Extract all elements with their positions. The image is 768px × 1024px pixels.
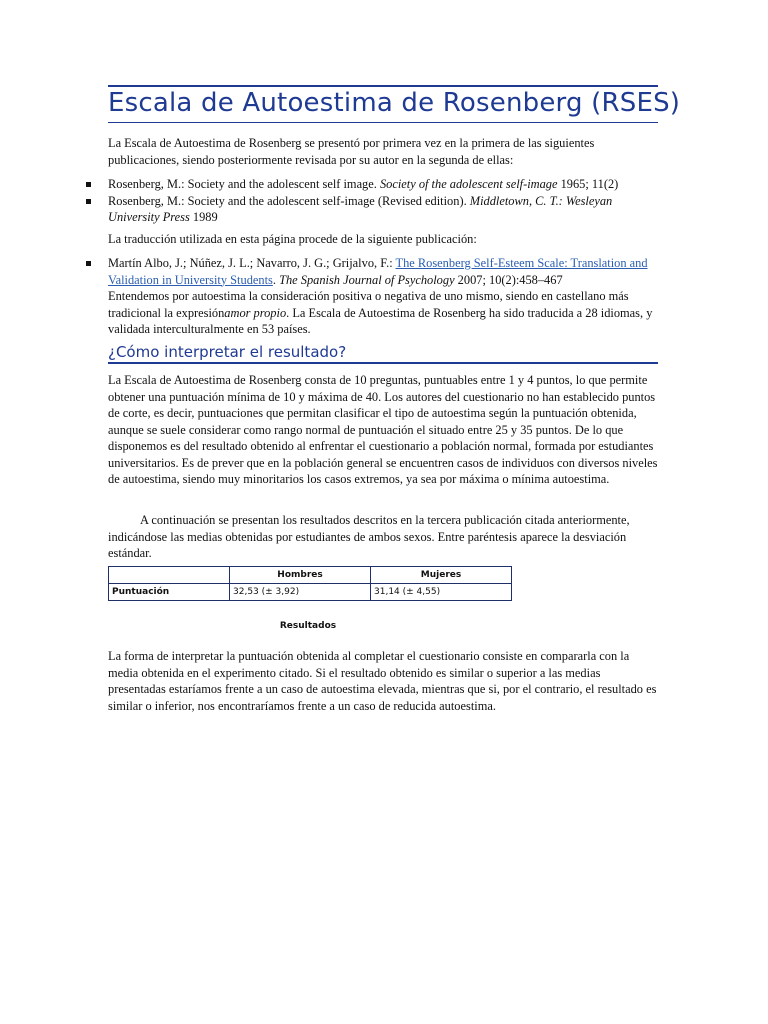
bullet-icon: [86, 199, 91, 204]
table-header-hombres: Hombres: [230, 567, 371, 584]
table-header-empty: [109, 567, 230, 584]
intro-paragraph: La Escala de Autoestima de Rosenberg se presentó por primera vez en la primera de las siguientes publicaciones, siendo posteriormente revisada por su autor en la segunda de ellas:: [108, 136, 595, 167]
list-item: [108, 193, 658, 226]
conclusion-paragraph: La forma de interpretar la puntuación obtenida al completar el cuestionario consiste en compararla con la media obtenida en el experimento citado. Si el resultado obtenido es similar o superior a las medias presentadas estaríamos frente a un caso de autoestima elevada, mientras que si, por el contrario, el resultado es similar o inferior, nos encontraríamos frente a un caso de reducida autoestima.: [108, 649, 657, 713]
results-table: [108, 566, 512, 601]
autoestima-definition: Entendemos por autoestima la consideración positiva o negativa de uno mismo, siendo en castellano más tradicional la expresión: [108, 289, 629, 320]
list-item: [108, 176, 658, 193]
table-cell-mujeres: 31,14 (± 4,55): [371, 584, 512, 601]
ref-plain: Rosenberg, M.: Society and the adolescent self-image (Revised edition).: [108, 193, 470, 208]
ref-authors: Martín Albo, J.; Núñez, J. L.; Navarro, J. G.; Grijalvo, F.:: [108, 256, 396, 270]
article-link[interactable]: The Rosenberg Self-Esteem Scale: Translation and Validation in University Students: [108, 256, 648, 287]
translation-intro: La traducción utilizada en esta página procede de la siguiente publicación:: [108, 232, 477, 246]
ref-tail: 1989: [189, 210, 218, 224]
bullet-icon: [86, 261, 91, 266]
table-header-row: [109, 567, 512, 584]
autoestima-definition-tail: . La Escala de Autoestima de Rosenberg ha sido traducida a 28 idiomas, y validada interculturalmente en 53 países.: [108, 305, 653, 336]
ref-tail: 1965; 11(2): [557, 177, 619, 191]
table-header-mujeres: Mujeres: [371, 567, 512, 584]
interpretation-paragraph: La Escala de Autoestima de Rosenberg consta de 10 preguntas, puntuables entre 1 y 4 puntos, lo que permite obtener una puntuación mínima de 10 y máxima de 40. Los autores del cuestionario no han establecido puntos de corte, es decir, puntuaciones que permitan clasificar el tipo de autoestima según la puntuación obtenida, aunque se suele considerar como rango normal de puntuación el situado entre 25 y 35 puntos. De lo que disponemos es del resultado obtenido al enfrentar el cuestionario a población normal, formada por estudiantes universitarios. Es de prever que en la población general se encuentren casos de individuos con diversos niveles de autoestima, siendo muy minoritarios los casos extremos, ya sea por máxima o mínima autoestima.: [108, 373, 658, 486]
title-bottom-rule: [108, 122, 658, 123]
section-rule: [108, 362, 658, 364]
ref-tail: 2007; 10(2):458–467: [454, 272, 563, 287]
bullet-icon: [86, 182, 91, 187]
ref-plain: Rosenberg, M.: Society and the adolescent self image.: [108, 177, 380, 191]
title-top-rule: [108, 85, 658, 87]
ref-italic: Society of the adolescent self-image: [379, 177, 558, 191]
journal-name: The Spanish Journal of Psychology: [279, 272, 455, 287]
table-row-label: Puntuación: [109, 584, 230, 601]
table-cell-hombres: 32,53 (± 3,92): [230, 584, 371, 601]
original-references-list: [108, 176, 658, 226]
table-row: [109, 584, 512, 601]
amor-propio-term: amor propio: [224, 305, 287, 320]
page-title: Escala de Autoestima de Rosenberg (RSES): [108, 88, 681, 118]
ref-separator: .: [272, 272, 280, 287]
list-item: [108, 255, 658, 338]
ref-italic: Middletown, C. T.: Wesleyan University Press: [108, 193, 613, 224]
table-caption: Resultados: [279, 621, 337, 631]
results-intro-paragraph: A continuación se presentan los resultados descritos en la tercera publicación citada anteriormente, indicándose las medias obtenidas por estudiantes de ambos sexos. Entre paréntesis aparece la desviación estándar.: [108, 513, 630, 560]
section-heading: ¿Cómo interpretar el resultado?: [108, 343, 347, 361]
translation-reference-list: [108, 255, 658, 338]
